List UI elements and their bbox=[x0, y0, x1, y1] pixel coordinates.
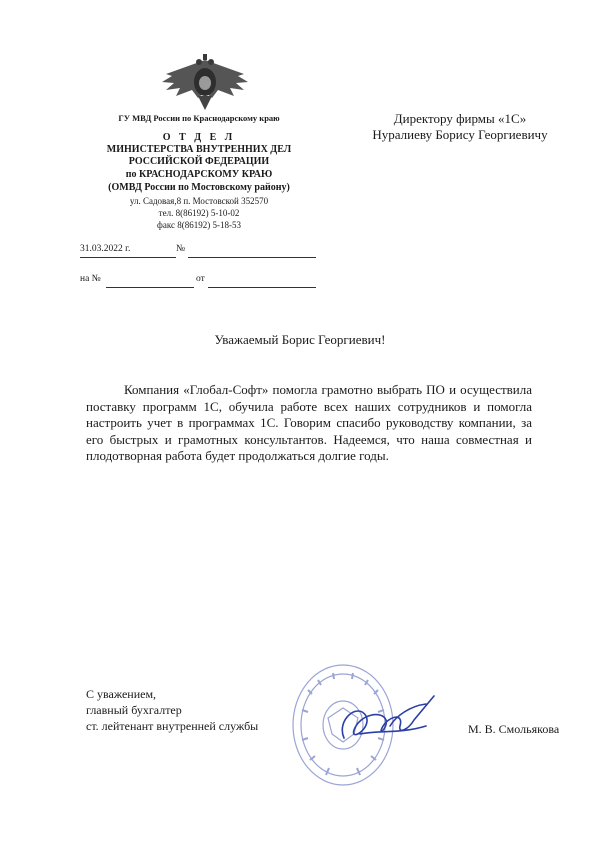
ministry-branch-label: ГУ МВД России по Краснодарскому краю bbox=[118, 113, 280, 123]
date-underline bbox=[80, 256, 176, 258]
letter-date: 31.03.2022 г. bbox=[80, 244, 131, 254]
ministry-name-line1: МИНИСТЕРСТВА ВНУТРЕННИХ ДЕЛ bbox=[106, 144, 292, 155]
ministry-name-line3: по КРАСНОДАРСКОМУ КРАЮ bbox=[125, 169, 273, 180]
ministry-name-line4: (ОМВД России по Мостовскому району) bbox=[108, 182, 290, 193]
letterhead-address: ул. Садовая,8 п. Мостовской 352570 bbox=[129, 196, 269, 206]
mvd-emblem-icon bbox=[158, 52, 252, 114]
reply-number-underline bbox=[106, 286, 194, 288]
addressee-name: Нуралиеву Борису Георгиевичу bbox=[372, 127, 548, 143]
signer-name: М. В. Смольякова bbox=[468, 722, 560, 736]
letterhead-phone: тел. 8(86192) 5-10-02 bbox=[158, 208, 240, 218]
signer-rank: ст. лейтенант внутренней службы bbox=[86, 719, 259, 734]
department-label: О Т Д Е Л bbox=[162, 132, 236, 143]
letter-body: Компания «Глобал-Софт» помогла грамотно выбрать ПО и осуществила поставку программ 1С, обучила работе всех наших сотрудников и помогла настроить учет в программах 1С. Говорим спасибо руководству компании, за его быстрых и грамотных консультантов. Надеемся, что наша совместная и плодотворная работа будет продолжаться долгие годы. bbox=[86, 382, 532, 463]
handwritten-signature-icon bbox=[330, 690, 440, 760]
ministry-name-line2: РОССИЙСКОЙ ФЕДЕРАЦИИ bbox=[128, 156, 270, 167]
reply-number-label: на № bbox=[80, 274, 101, 284]
signature-closing-block bbox=[86, 686, 258, 735]
number-underline bbox=[188, 256, 316, 258]
letterhead-fax: факс 8(86192) 5-18-53 bbox=[157, 220, 241, 230]
number-sign: № bbox=[176, 244, 186, 254]
addressee-block bbox=[340, 111, 580, 144]
reply-from-underline bbox=[208, 286, 316, 288]
closing-phrase: С уважением, bbox=[86, 687, 157, 701]
addressee-position: Директору фирмы «1С» bbox=[393, 111, 527, 126]
signer-position: главный бухгалтер bbox=[86, 703, 182, 718]
reply-from-label: от bbox=[196, 274, 205, 284]
letter-greeting: Уважаемый Борис Георгиевич! bbox=[214, 332, 386, 347]
